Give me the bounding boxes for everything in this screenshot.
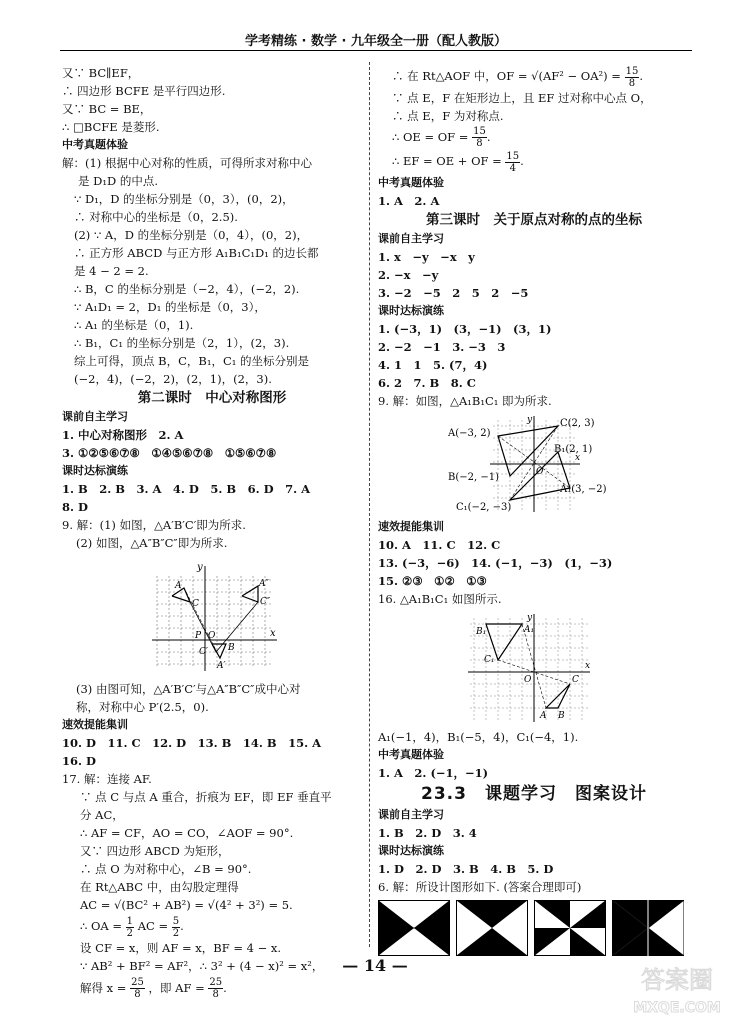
answer-line: 6. 2 7. B 8. C <box>378 375 476 390</box>
text-line: 是 D₁D 的中点. <box>78 174 159 188</box>
text-line: ∴ B₁，C₁ 的坐标分别是（2，1），(2，3). <box>74 336 290 350</box>
point-label: A <box>175 581 182 591</box>
point-label: A(−3, 2) <box>448 427 491 439</box>
answer-line: 1. 中心对称图形 2. A <box>62 428 184 442</box>
text-line: ∴ AF = CF，AO = CO，∠AOF = 90°. <box>80 826 294 840</box>
text-line: 称，对称中心 P′(2.5，0). <box>76 700 209 714</box>
section-heading: 课前自主学习 <box>378 807 444 821</box>
text-fragment: . <box>486 129 491 144</box>
denominator: 8 <box>212 989 219 1000</box>
chapter-title: 23.3 课题学习 图案设计 <box>421 783 647 804</box>
left-column <box>62 64 362 1001</box>
point-label: O <box>536 466 544 477</box>
graph-central-symmetry <box>62 556 362 676</box>
text-fragment: . <box>180 919 184 933</box>
answer-line: 1. (−3，1) (3，−1) (3，1) <box>378 321 552 336</box>
text-fragment: 解得 x = <box>80 980 127 995</box>
answer-line: 1. A 2. (−1，−1) <box>378 765 489 780</box>
answer-line: 3. −2 −5 2 5 2 −5 <box>378 285 529 300</box>
answer-line: 8. D <box>62 500 88 514</box>
section-heading: 中考真题体验 <box>378 747 444 761</box>
section-heading: 速效提能集训 <box>378 519 444 533</box>
text-line <box>378 125 690 150</box>
text-line <box>62 914 362 939</box>
header-rule <box>60 50 692 51</box>
axis-label: y <box>197 562 203 573</box>
point-label: O <box>524 674 532 685</box>
point-label: B <box>558 710 565 721</box>
answer-line: 1. A 2. A <box>378 193 440 208</box>
text-line <box>378 64 690 89</box>
fraction <box>472 126 487 149</box>
answer-line: 15. ②③ ①② ①③ <box>378 573 487 588</box>
text-line: 9. 解：(1) 如图，△A′B′C′即为所求. <box>62 518 246 532</box>
text-line: 16. △A₁B₁C₁ 如图所示. <box>378 591 502 606</box>
point-label: A′ <box>217 661 226 671</box>
answer-line: 16. D <box>62 754 96 768</box>
point-label: A₁ <box>524 624 535 635</box>
point-label: C <box>572 674 579 685</box>
section-heading: 课时达标演练 <box>62 464 128 477</box>
text-line: ∴ 点 E，F 为对称点. <box>392 108 504 123</box>
axis-label: x <box>585 660 591 671</box>
answer-line: 10. A 11. C 12. C <box>378 537 501 552</box>
text-line: 又∵ 四边形 ABCD 为矩形， <box>80 844 230 858</box>
fraction <box>625 66 640 89</box>
text-line: A₁(−1，4)，B₁(−5，4)，C₁(−4，1). <box>378 729 579 744</box>
point-label: A <box>540 710 547 721</box>
pattern-design <box>456 900 528 956</box>
graph-rotation <box>378 612 690 724</box>
text-line: ∵ AB² + BF² = AF²，∴ 3² + (4 − x)² = x²， <box>80 958 324 973</box>
axis-label: x <box>575 452 581 463</box>
text-line: 6. 解：所设计图形如下. (答案合理即可) <box>378 879 582 894</box>
text-line: ∵ 点 E，F 在矩形边上，且 EF 过对称中心点 O， <box>392 90 652 105</box>
text-line: 又∵ BC∥EF， <box>62 66 140 80</box>
section-heading: 课前自主学习 <box>62 410 128 423</box>
text-fragment: . <box>520 154 524 168</box>
answer-line: 2. −x −y <box>378 267 439 282</box>
pattern-design <box>534 900 606 956</box>
numerator: 15 <box>625 65 639 77</box>
text-line: (2) 如图，△A″B″C″即为所求. <box>76 536 228 550</box>
denominator: 2 <box>172 927 180 939</box>
text-line: ∴ 正方形 ABCD 与正方形 A₁B₁C₁D₁ 的边长都 <box>74 246 319 260</box>
section-heading: 中考真题体验 <box>62 138 128 151</box>
point-label: P <box>195 631 202 641</box>
text-line: AC = √(BC² + AB²) = √(4² + 3²) = 5. <box>80 898 293 912</box>
text-line: (−2，4)，(−2，2)，(2，1)，(2，3). <box>74 372 272 386</box>
fraction <box>172 916 180 939</box>
watermark-text: 答案圈 <box>641 966 713 994</box>
answer-line: 1. B 2. D 3. 4 <box>378 825 477 840</box>
text-line: 设 CF = x，则 AF = x，BF = 4 − x. <box>80 940 282 955</box>
answer-line: 4. 1 1 5. (7，4) <box>378 357 488 372</box>
text-line: ∴ 点 O 为对称中心，∠B = 90°. <box>80 862 252 876</box>
denominator: 2 <box>126 927 134 939</box>
pattern-designs <box>378 900 690 956</box>
point-label: C <box>192 599 199 609</box>
text-line: 分 AC， <box>80 808 124 822</box>
pattern-design <box>378 900 450 956</box>
fraction <box>505 151 520 174</box>
axis-label: y <box>527 414 533 425</box>
answer-line: 10. D 11. C 12. D 13. B 14. B 15. A <box>62 736 322 750</box>
point-label: C₁(−2, −3) <box>456 501 512 513</box>
point-label: B₁ <box>476 626 487 637</box>
numerator: 25 <box>209 977 223 988</box>
text-line: ∴ 对称中心的坐标是（0，2.5). <box>74 210 238 224</box>
denominator: 8 <box>476 138 483 149</box>
graph-origin-symmetry <box>378 414 690 514</box>
answer-line: 1. B 2. B 3. A 4. D 5. B 6. D 7. A <box>62 482 311 496</box>
section-heading: 课时达标演练 <box>378 843 444 857</box>
fraction <box>208 977 223 1000</box>
section-heading: 课时达标演练 <box>378 303 444 317</box>
point-label: B <box>228 643 235 653</box>
text-line: 综上可得，顶点 B，C，B₁，C₁ 的坐标分别是 <box>74 354 310 368</box>
answer-line: 13. (−3，−6) 14. (−1，−3) (1，−3) <box>378 555 613 570</box>
text-fragment: ∴ OA = <box>80 919 122 933</box>
answer-line: 1. D 2. D 3. B 4. B 5. D <box>378 861 554 876</box>
answer-line: 1. x −y −x y <box>378 249 475 264</box>
fraction <box>130 977 145 1000</box>
text-line: ∵ A₁D₁ = 2，D₁ 的坐标是（0，3）， <box>74 300 266 314</box>
denominator: 8 <box>628 77 636 89</box>
numerator: 15 <box>473 126 486 137</box>
right-column <box>378 64 690 956</box>
numerator: 25 <box>131 977 144 988</box>
text-fragment: ∴ OE = OF = <box>392 129 469 144</box>
numerator: 5 <box>172 915 180 927</box>
fraction <box>126 916 134 939</box>
text-fragment: AC = <box>137 919 169 933</box>
text-line: ∴ □BCFE 是菱形. <box>62 120 160 134</box>
text-line: 是 4 − 2 = 2. <box>74 264 149 278</box>
page-header: 学考精练 · 数学 · 九年级全一册（配人教版） <box>245 34 507 49</box>
section-heading: 中考真题体验 <box>378 175 444 189</box>
point-label: C(2, 3) <box>560 417 595 429</box>
denominator: 4 <box>509 162 516 174</box>
pattern-design <box>612 900 684 956</box>
watermark-url: MXQE.COM <box>633 1000 721 1016</box>
numerator: 15 <box>506 150 520 162</box>
text-line: ∵ 点 C 与点 A 重合，折痕为 EF，即 EF 垂直平 <box>80 790 332 804</box>
text-line: (3) 由图可知，△A′B′C′与△A″B″C″成中心对 <box>76 682 301 696</box>
point-label: O <box>208 631 216 641</box>
point-label: C₁ <box>484 654 495 665</box>
point-label: B₁(2, 1) <box>554 443 593 455</box>
section-heading: 速效提能集训 <box>62 718 128 731</box>
point-label: A″ <box>259 579 269 589</box>
text-line <box>62 975 362 1001</box>
denominator: 8 <box>134 989 141 1000</box>
text-line: 9. 解：如图，△A₁B₁C₁ 即为所求. <box>378 393 552 408</box>
lesson-title: 第二课时 中心对称图形 <box>137 390 287 406</box>
text-line <box>378 149 690 174</box>
lesson-title: 第三课时 关于原点对称的点的坐标 <box>426 211 642 228</box>
point-label: B(−2, −1) <box>448 471 499 483</box>
text-fragment: . <box>223 980 227 995</box>
text-line: 在 Rt△ABC 中，由勾股定理得 <box>80 880 239 894</box>
numerator: 1 <box>126 915 134 927</box>
text-line: 17. 解：连接 AF. <box>62 772 152 786</box>
page-number: — 14 — <box>342 956 408 975</box>
text-line: (2) ∵ A，D 的坐标分别是（0，4），(0，2)， <box>74 228 309 242</box>
column-divider <box>369 62 370 947</box>
axis-label: y <box>527 612 533 623</box>
text-fragment: ∴ 在 Rt△AOF 中，OF = √(AF² − OA²) = <box>392 69 621 83</box>
text-line: 又∵ BC = BE， <box>62 102 152 116</box>
section-heading: 课前自主学习 <box>378 231 444 245</box>
axis-label: x <box>270 628 276 639</box>
answer-line: 2. −2 −1 3. −3 3 <box>378 339 506 354</box>
text-fragment: ，即 AF = <box>148 980 205 995</box>
text-line: ∴ A₁ 的坐标是（0，1). <box>74 318 194 332</box>
watermark-logo <box>615 960 740 1020</box>
text-line: ∴ B，C 的坐标分别是（−2，4），(−2，2). <box>74 282 300 296</box>
text-line: ∴ 四边形 BCFE 是平行四边形. <box>62 84 226 98</box>
point-label: C″ <box>260 597 271 607</box>
answer-line: 3. ①②⑤⑥⑦⑧ ①④⑤⑥⑦⑧ ①⑤⑥⑦⑧ <box>62 446 277 460</box>
text-fragment: . <box>639 69 643 83</box>
point-label: A₁(3, −2) <box>560 483 607 495</box>
text-line: ∵ D₁，D 的坐标分别是（0，3），(0，2)， <box>74 192 294 206</box>
text-line: 解：(1) 根据中心对称的性质，可得所求对称中心 <box>62 156 312 170</box>
point-label: C′ <box>199 647 208 657</box>
text-fragment: ∴ EF = OE + OF = <box>392 154 502 168</box>
